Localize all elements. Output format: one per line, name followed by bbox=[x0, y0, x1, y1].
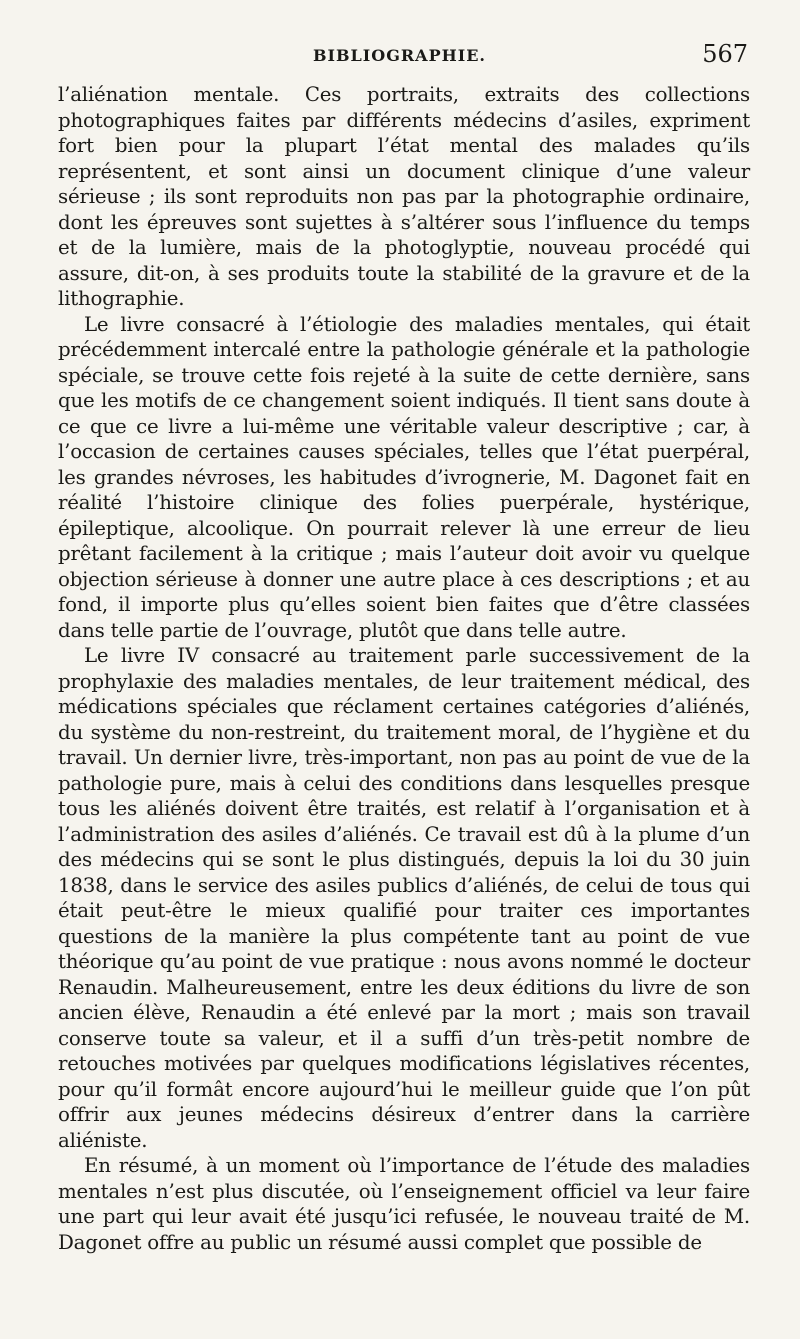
body-text bbox=[58, 82, 750, 1255]
paragraph-etiologie: Le livre consacré à l’étiologie des maladies mentales, qui était précédemment intercalé entre la pathologie générale et la pathologie spéciale, se trouve cette fois rejeté à la suite de cette dernière, sans que les motifs de ce changement soient indiqués. Il tient sans doute à ce que ce livre a lui-même une véritable valeur descriptive ; car, à l’occasion de certaines causes spéciales, telles que l’état puerpéral, les grandes névroses, les habitudes d’ivrognerie, M. Dagonet fait en réalité l’histoire clinique des folies puerpérale, hystérique, épileptique, alcoolique. On pourrait relever là une erreur de lieu prêtant facilement à la critique ; mais l’auteur doit avoir vu quelque objection sérieuse à donner une autre place à ces descriptions ; et au fond, il importe plus qu’elles soient bien faites que d’être classées dans telle partie de l’ouvrage, plutôt que dans telle autre. bbox=[58, 312, 750, 642]
paragraph-aliénation-portraits: l’aliénation mentale. Ces portraits, extraits des collections photographiques faites par différents médecins d’asiles, expriment fort bien pour la plupart l’état mental des malades qu’ils représentent, et sont ainsi un document clinique d’une valeur sérieuse ; ils sont reproduits non pas par la photographie ordinaire, dont les épreuves sont sujettes à s’altérer sous l’influence du temps et de la lumière, mais de la photoglyptie, nouveau procédé qui assure, dit-on, à ses produits toute la stabilité de la gravure et de la lithographie. bbox=[58, 83, 750, 310]
paragraph-livre-iv-traitement: Le livre IV consacré au traitement parle successivement de la prophylaxie des maladies mentales, de leur traitement médical, des médications spéciales que réclament certaines catégories d’aliénés, du système du non-restreint, du traitement moral, de l’hygiène et du travail. Un dernier livre, très-important, non pas au point de vue de la pathologie pure, mais à celui des conditions dans lesquelles presque tous les aliénés doivent être traités, est relatif à l’organisation et à l’administration des asiles d’aliénés. Ce travail est dû à la plume d’un des médecins qui se sont le plus distingués, depuis la loi du 30 juin 1838, dans le service des asiles publics d’aliénés, de celui de tous qui était peut-être le mieux qualifié pour traiter ces importantes questions de la manière la plus compétente tant au point de vue théorique qu’au point de vue pratique : nous avons nommé le docteur Renaudin. Malheureusement, entre les deux éditions du livre de son ancien élève, Renaudin a été enlevé par la mort ; mais son travail conserve toute sa valeur, et il a suffi d’un très-petit nombre de retouches motivées par quelques modifications législatives récentes, pour qu’il formât encore aujourd’hui le meilleur guide que l’on pût offrir aux jeunes médecins désireux d’entrer dans la carrière aliéniste. bbox=[58, 644, 750, 1152]
running-title: BIBLIOGRAPHIE. bbox=[313, 46, 486, 65]
page-number: 567 bbox=[702, 40, 748, 68]
running-head bbox=[58, 38, 750, 82]
paragraph-en-resume: En résumé, à un moment où l’importance de l’étude des maladies mentales n’est plus discutée, où l’enseignement officiel va leur faire une part qui leur avait été jusqu’ici refusée, le nouveau traité de M. Dagonet offre au public un résumé aussi complet que possible de bbox=[58, 1154, 750, 1254]
